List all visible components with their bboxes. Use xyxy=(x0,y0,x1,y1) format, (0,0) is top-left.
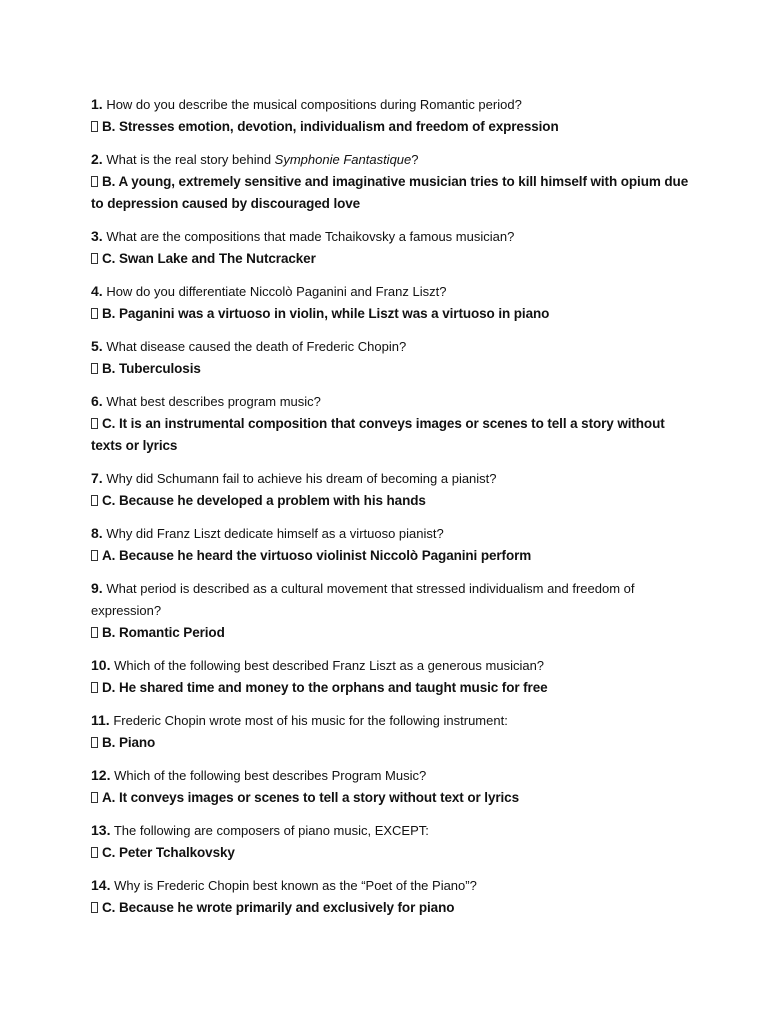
question-number: 1. xyxy=(91,96,103,112)
answer-text: C. Because he wrote primarily and exclusively for piano xyxy=(91,897,698,919)
question-text: 14. Why is Frederic Chopin best known as the “Poet of the Piano”? xyxy=(91,877,477,893)
question-number: 14. xyxy=(91,877,111,893)
question-number: 2. xyxy=(91,151,103,167)
question-item-4 xyxy=(91,280,698,325)
question-text: 3. What are the compositions that made Tchaikovsky a famous musician? xyxy=(91,228,515,244)
question-number: 7. xyxy=(91,470,103,486)
checkbox-glyph-icon xyxy=(91,792,98,803)
question-number: 9. xyxy=(91,580,103,596)
checkbox-glyph-icon xyxy=(91,847,98,858)
answer-text: C. Swan Lake and The Nutcracker xyxy=(91,248,698,270)
question-text: 10. Which of the following best described Franz Liszt as a generous musician? xyxy=(91,657,545,673)
answer-text: B. Romantic Period xyxy=(91,622,698,644)
question-item-8 xyxy=(91,522,698,567)
answer-text: C. It is an instrumental composition that conveys images or scenes to tell a story without texts or lyrics xyxy=(91,416,665,453)
question-item-14 xyxy=(91,874,698,919)
question-item-11 xyxy=(91,709,698,754)
answer-text: C. Because he developed a problem with his hands xyxy=(91,490,698,512)
question-item-5 xyxy=(91,335,698,380)
question-item-10 xyxy=(91,654,698,699)
question-text: 12. Which of the following best describes Program Music? xyxy=(91,767,427,783)
answer-text: B. Piano xyxy=(91,732,698,754)
question-item-2 xyxy=(91,148,698,215)
question-number: 12. xyxy=(91,767,111,783)
checkbox-glyph-icon xyxy=(91,682,98,693)
checkbox-glyph-icon xyxy=(91,550,98,561)
question-text: 13. The following are composers of piano music, EXCEPT: xyxy=(91,822,429,838)
question-text: 6. What best describes program music? xyxy=(91,393,321,409)
question-item-1 xyxy=(91,93,698,138)
question-item-12 xyxy=(91,764,698,809)
question-text: 9. What period is described as a cultural movement that stressed individualism and freedom of expression? xyxy=(91,580,635,618)
checkbox-glyph-icon xyxy=(91,418,98,429)
answer-text: B. Paganini was a virtuoso in violin, while Liszt was a virtuoso in piano xyxy=(91,303,698,325)
answer-text: A. Because he heard the virtuoso violinist Niccolò Paganini perform xyxy=(91,545,698,567)
answer-text: D. He shared time and money to the orphans and taught music for free xyxy=(91,677,698,699)
answer-text: A. It conveys images or scenes to tell a story without text or lyrics xyxy=(91,787,698,809)
question-item-3 xyxy=(91,225,698,270)
checkbox-glyph-icon xyxy=(91,176,98,187)
question-number: 8. xyxy=(91,525,103,541)
checkbox-glyph-icon xyxy=(91,627,98,638)
question-text: 7. Why did Schumann fail to achieve his dream of becoming a pianist? xyxy=(91,470,497,486)
question-item-13 xyxy=(91,819,698,864)
answer-text: B. Stresses emotion, devotion, individualism and freedom of expression xyxy=(91,116,698,138)
question-text: 4. How do you differentiate Niccolò Paganini and Franz Liszt? xyxy=(91,283,447,299)
question-item-6 xyxy=(91,390,698,457)
question-text: 8. Why did Franz Liszt dedicate himself as a virtuoso pianist? xyxy=(91,525,444,541)
question-number: 3. xyxy=(91,228,103,244)
symphony-title: Symphonie Fantastique xyxy=(274,152,412,167)
question-number: 13. xyxy=(91,822,111,838)
answer-text: C. Peter Tchalkovsky xyxy=(91,842,698,864)
checkbox-glyph-icon xyxy=(91,737,98,748)
answer-text: B. A young, extremely sensitive and imaginative musician tries to kill himself with opium due to depression caused by discouraged love xyxy=(91,174,689,211)
checkbox-glyph-icon xyxy=(91,902,98,913)
checkbox-glyph-icon xyxy=(91,495,98,506)
question-number: 10. xyxy=(91,657,111,673)
question-text: 1. How do you describe the musical compositions during Romantic period? xyxy=(91,96,522,112)
question-number: 5. xyxy=(91,338,103,354)
question-text: 2. What is the real story behind Symphonie Fantastique? xyxy=(91,151,419,167)
checkbox-glyph-icon xyxy=(91,363,98,374)
question-text: 5. What disease caused the death of Frederic Chopin? xyxy=(91,338,407,354)
question-text: 11. Frederic Chopin wrote most of his music for the following instrument: xyxy=(91,712,508,728)
question-number: 11. xyxy=(91,712,110,728)
checkbox-glyph-icon xyxy=(91,253,98,264)
question-number: 6. xyxy=(91,393,103,409)
answer-text: B. Tuberculosis xyxy=(91,358,698,380)
question-number: 4. xyxy=(91,283,103,299)
checkbox-glyph-icon xyxy=(91,308,98,319)
question-item-7 xyxy=(91,467,698,512)
question-item-9 xyxy=(91,577,698,644)
checkbox-glyph-icon xyxy=(91,121,98,132)
